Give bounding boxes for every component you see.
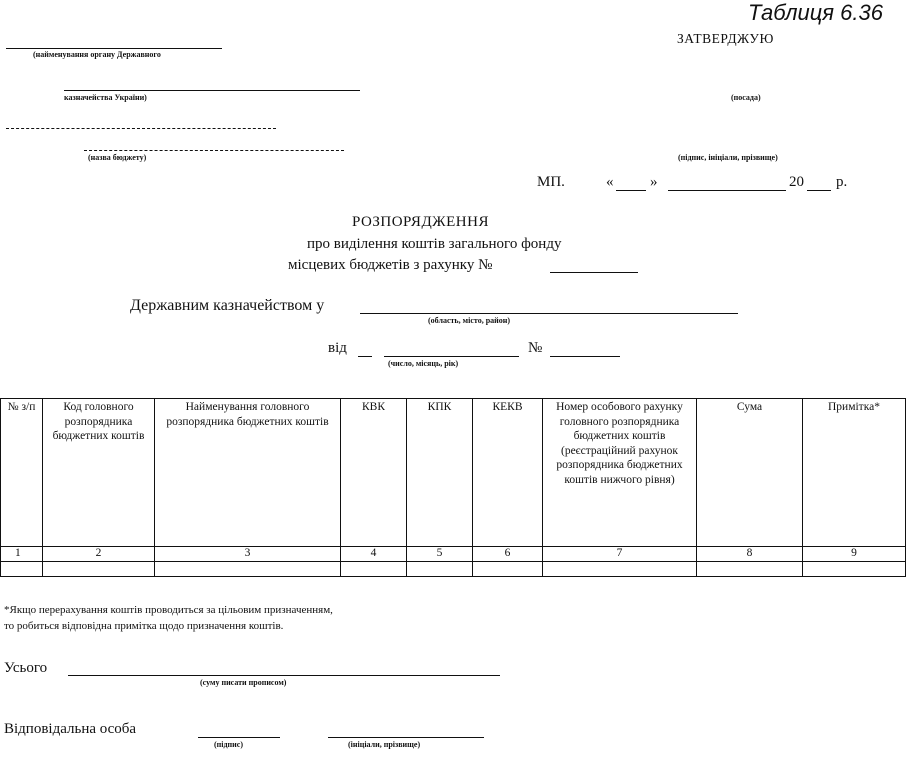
- table-cell: [1, 562, 43, 577]
- table-cell: [697, 562, 803, 577]
- year-suffix: р.: [836, 174, 848, 190]
- document-title: РОЗПОРЯДЖЕННЯ: [352, 214, 489, 230]
- stamp-mp: МП.: [537, 174, 565, 190]
- header-sum: Сума: [697, 399, 803, 547]
- total-label: Усього: [4, 660, 48, 676]
- responsible-sign-line: [198, 737, 280, 738]
- table-cell: [155, 562, 341, 577]
- footnote-line-2: то робиться відповідна примітка щодо призначення коштів.: [4, 620, 284, 632]
- column-number: 5: [407, 547, 473, 562]
- responsible-sign-caption: (підпис): [214, 740, 243, 749]
- document-subtitle-1: про виділення коштів загального фонду: [307, 236, 562, 252]
- header-note: Примітка*: [803, 399, 906, 547]
- table-cell: [341, 562, 407, 577]
- budget-caption: (назва бюджету): [88, 153, 147, 162]
- column-number: 8: [697, 547, 803, 562]
- total-caption: (суму писати прописом): [200, 678, 287, 687]
- date-number-sign: №: [528, 340, 543, 356]
- table-cell: [803, 562, 906, 577]
- year-prefix: 20: [789, 174, 804, 190]
- header-kekv: КЕКВ: [473, 399, 543, 547]
- header-manager-code: Код головного розпорядника бюджетних коштів: [43, 399, 155, 547]
- column-number: 1: [1, 547, 43, 562]
- table-cell: [543, 562, 697, 577]
- budget-name-line-2: [84, 150, 344, 151]
- header-kpk: КПК: [407, 399, 473, 547]
- column-number: 6: [473, 547, 543, 562]
- date-number-line: [550, 356, 620, 357]
- header-manager-name: Найменування головного розпорядника бюджетних коштів: [155, 399, 341, 547]
- budget-funds-table: [0, 398, 906, 577]
- date-from-line-short: [358, 356, 372, 357]
- responsible-name-line: [328, 737, 484, 738]
- column-number: 4: [341, 547, 407, 562]
- date-quote-open: «: [606, 174, 614, 190]
- date-quote-close: »: [650, 174, 658, 190]
- date-from-label: від: [328, 340, 347, 356]
- header-kvk: КВК: [341, 399, 407, 547]
- table-cell: [473, 562, 543, 577]
- year-line: [807, 190, 831, 191]
- total-line: [68, 675, 500, 676]
- position-caption: (посада): [731, 93, 761, 102]
- responsible-label: Відповідальна особа: [4, 721, 137, 737]
- account-number-line: [550, 272, 638, 273]
- signature-caption: (підпис, ініціали, прізвище): [678, 153, 778, 162]
- table-title: Таблиця 6.36: [748, 0, 883, 25]
- column-number: 2: [43, 547, 155, 562]
- date-from-caption: (число, місяць, рік): [388, 359, 459, 368]
- treasury-by-label: Державним казначейством у: [130, 297, 325, 314]
- treasury-name-line-1: [6, 48, 222, 49]
- table-cell: [43, 562, 155, 577]
- treasury-by-caption: (область, місто, район): [428, 316, 511, 325]
- treasury-caption-1: (найменування органу Державного: [33, 50, 161, 59]
- treasury-caption-2: казначейства України): [64, 93, 147, 102]
- header-number: № з/п: [1, 399, 43, 547]
- day-line: [616, 190, 646, 191]
- treasury-by-line: [360, 313, 738, 314]
- budget-name-line-1: [6, 128, 276, 129]
- document-subtitle-2: місцевих бюджетів з рахунку №: [288, 257, 493, 273]
- approve-label: ЗАТВЕРДЖУЮ: [677, 31, 774, 46]
- column-number: 3: [155, 547, 341, 562]
- responsible-name-caption: (ініціали, прізвище): [348, 740, 421, 749]
- column-number: 7: [543, 547, 697, 562]
- month-line: [668, 190, 786, 191]
- header-account-number: Номер особового рахунку головного розпорядника бюджетних коштів (реєстраційний рахунок розпорядника бюджетних коштів нижчого рівня): [543, 399, 697, 547]
- table-cell: [407, 562, 473, 577]
- column-number: 9: [803, 547, 906, 562]
- footnote-line-1: *Якщо перерахування коштів проводиться за цільовим призначенням,: [4, 604, 333, 616]
- date-from-line: [384, 356, 519, 357]
- treasury-name-line-2: [64, 90, 360, 91]
